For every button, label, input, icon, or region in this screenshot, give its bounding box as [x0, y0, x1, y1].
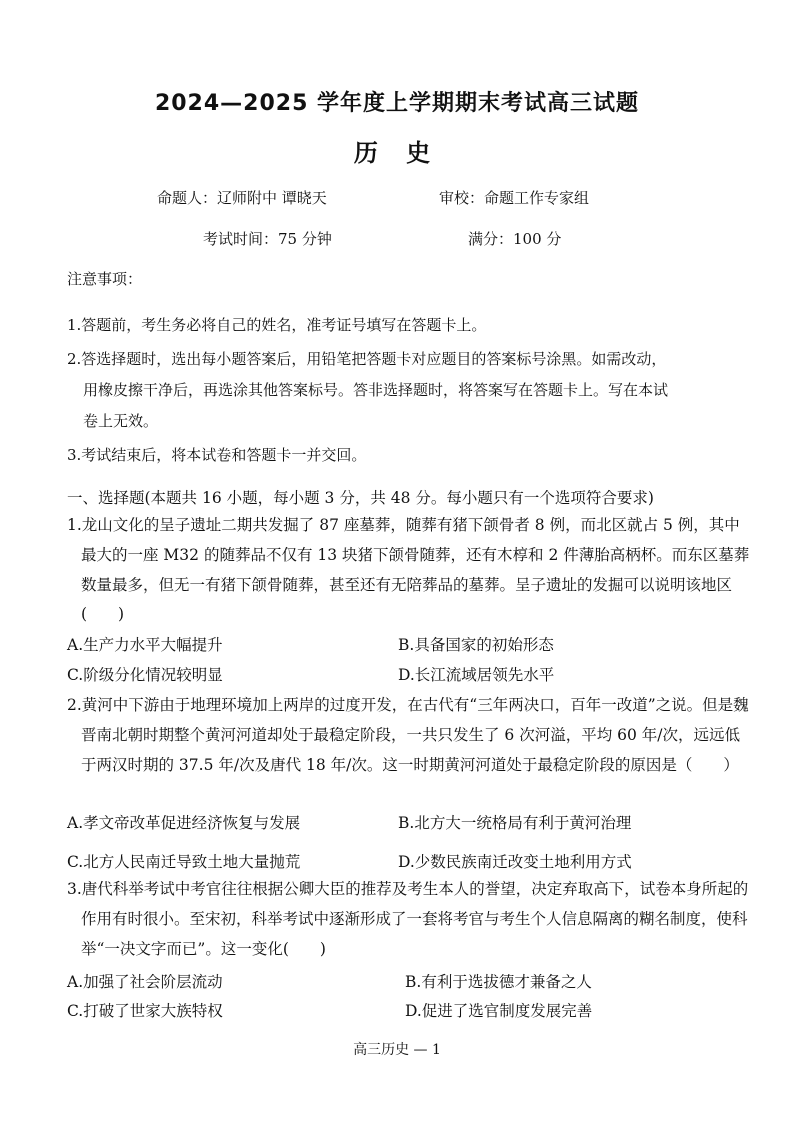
question-2-option-b: B.北方大一统格局有利于黄河治理	[398, 814, 632, 832]
note-item: 3.考试结束后，将本试卷和答题卡一并交回。	[67, 446, 367, 464]
question-1-option-a: A.生产力水平大幅提升	[67, 636, 223, 654]
question-1-option-c: C.阶级分化情况较明显	[67, 666, 223, 684]
full-score: 满分：100 分	[468, 230, 562, 248]
question-3-option-a: A.加强了社会阶层流动	[67, 973, 223, 991]
question-1-option-d: D.长江流域居领先水平	[398, 666, 555, 684]
exam-time: 考试时间：75 分钟	[203, 230, 332, 248]
subject-title: 历 史	[353, 139, 441, 167]
page-footer: 高三历史 — 1	[353, 1042, 441, 1058]
authors-line: 命题人：辽师附中 谭晓天	[157, 189, 327, 207]
notes-heading: 注意事项：	[67, 270, 143, 288]
question-2-option-c: C.北方人民南迁导致土地大量抛荒	[67, 853, 301, 871]
question-2-option-d: D.少数民族南迁改变土地利用方式	[398, 853, 632, 871]
review-line: 审校：命题工作专家组	[439, 189, 590, 207]
note-item: 用橡皮擦干净后，再选涂其他答案标号。答非选择题时，将答案写在答题卡上。写在本试	[83, 381, 669, 399]
note-item: 1.答题前，考生务必将自己的姓名，准考证号填写在答题卡上。	[67, 316, 487, 334]
question-2-stem: 2.黄河中下游由于地理环境加上两岸的过度开发，在古代有“三年两决口，百年一改道”之说。但是魏晋南北朝时期整个黄河河道却处于最稳定阶段，一共只发生了 6 次河溢，平均 60 年/次，远远低于两汉时期的 37.5 年/次及唐代 18 年/次。这一时期黄河河道处于最稳定阶段的原因是（ ）	[67, 696, 749, 774]
question-1-option-b: B.具备国家的初始形态	[398, 636, 554, 654]
question-3-option-b: B.有利于选拔德才兼备之人	[405, 973, 592, 991]
note-item: 2.答选择题时，选出每小题答案后，用铅笔把答题卡对应题目的答案标号涂黑。如需改动，	[67, 350, 667, 368]
question-3-option-c: C.打破了世家大族特权	[67, 1002, 223, 1020]
question-3-option-d: D.促进了选官制度发展完善	[405, 1002, 593, 1020]
question-2-option-a: A.孝文帝改革促进经济恢复与发展	[67, 814, 301, 832]
question-3-stem: 3.唐代科举考试中考官往往根据公卿大臣的推荐及考生本人的誉望，决定弃取高下，试卷本身所起的作用有时很小。至宋初，科举考试中逐渐形成了一套将考官与考生个人信息隔离的糊名制度，使科举“一决文字而已”。这一变化( )	[67, 880, 749, 958]
exam-title: 2024—2025 学年度上学期期末考试高三试题	[154, 91, 640, 116]
question-1-stem: 1.龙山文化的呈子遗址二期共发掘了 87 座墓葬，随葬有猪下颌骨者 8 例，而北区就占 5 例，其中最大的一座 M32 的随葬品不仅有 13 块猪下颌骨随葬，还有木椁和 2 件薄胎高柄杯。而东区墓葬数量最多，但无一有猪下颌骨随葬，甚至还有无陪葬品的墓葬。呈子遗址的发掘可以说明该地区( )	[67, 516, 750, 624]
section-heading: 一、选择题(本题共 16 小题，每小题 3 分，共 48 分。每小题只有一个选项符合要求)	[67, 489, 654, 507]
note-item: 卷上无效。	[83, 412, 159, 430]
